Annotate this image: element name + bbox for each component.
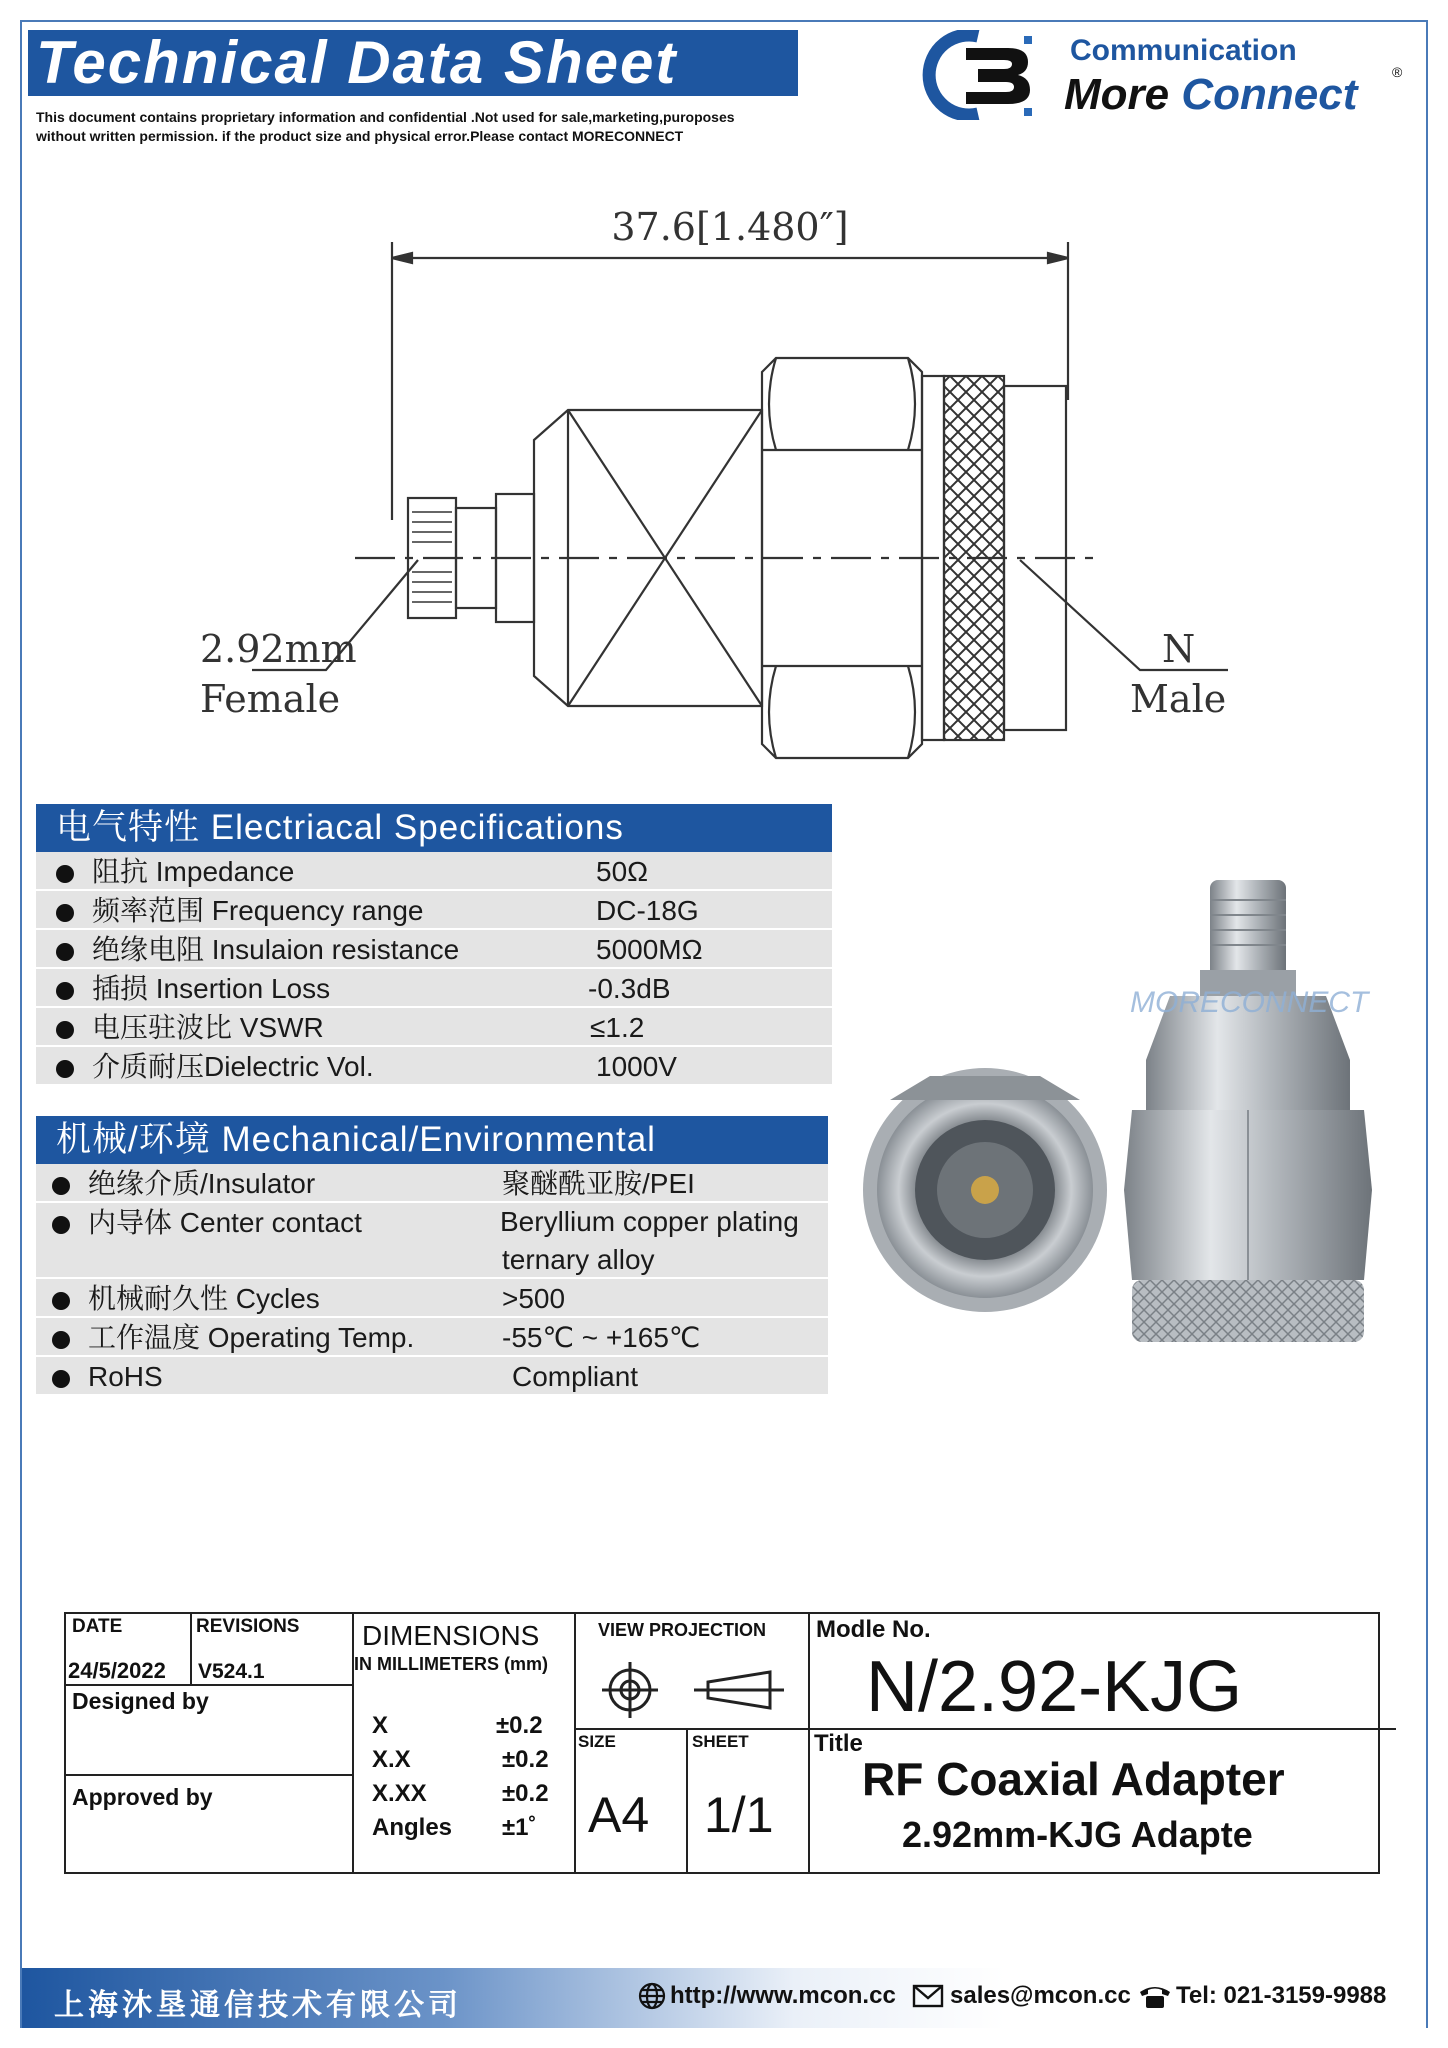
bullet-icon	[56, 865, 74, 883]
third-angle-projection-icon	[600, 1660, 790, 1720]
disclaimer-line-2: without written permission. if the product size and physical error.Please contact MORECONNECT	[36, 128, 684, 144]
spec-label: 介质耐压Dielectric Vol.	[92, 1051, 374, 1082]
revisions-label: REVISIONS	[196, 1616, 300, 1637]
title-label: Title	[814, 1730, 863, 1757]
size-label: SIZE	[578, 1732, 616, 1751]
right-port-type: N	[1162, 627, 1196, 671]
spec-value: 50Ω	[596, 856, 649, 887]
spec-label: 阻抗 Impedance	[92, 856, 295, 887]
spec-label: 工作温度 Operating Temp.	[88, 1322, 415, 1353]
model-number: N/2.92-KJG	[866, 1647, 1243, 1727]
spec-label: 频率范围 Frequency range	[92, 895, 424, 926]
dim-arrow-left	[392, 253, 412, 263]
bullet-icon	[52, 1331, 70, 1349]
tolerance-key: X.XX	[372, 1780, 427, 1807]
overall-length-label: 37.6[1.480″]	[611, 205, 849, 249]
logo-wordmark	[1064, 70, 1357, 120]
product-title: RF Coaxial Adapter	[862, 1753, 1285, 1805]
table-row	[36, 1164, 828, 1203]
email-icon	[912, 1982, 944, 2010]
spec-value: DC-18G	[596, 895, 699, 926]
left-port-size: 2.92mm	[200, 627, 357, 671]
email-link[interactable]: sales@mcon.cc	[950, 1982, 1131, 2009]
approved-by-label: Approved by	[72, 1784, 213, 1810]
product-subtitle: 2.92mm-KJG Adapte	[902, 1814, 1253, 1855]
spec-label: 机械耐久性 Cycles	[88, 1283, 320, 1314]
telephone-icon	[1138, 1982, 1172, 2010]
center-pin	[971, 1176, 999, 1204]
title-block	[64, 1612, 1380, 1874]
bullet-icon	[52, 1216, 70, 1234]
logo-tagline: Communication	[1070, 34, 1297, 67]
bullet-icon	[56, 1060, 74, 1078]
tolerance-key: Angles	[372, 1814, 453, 1841]
disclaimer	[36, 108, 816, 146]
sheet-label: SHEET	[692, 1732, 749, 1751]
logo-connect-text: Connect	[1181, 70, 1358, 119]
right-port-gender: Male	[1130, 677, 1227, 721]
model-label: Modle No.	[816, 1616, 931, 1643]
table-row	[36, 1008, 832, 1047]
spec-value: ≤1.2	[590, 1012, 645, 1043]
tolerance-value: ±0.2	[502, 1780, 549, 1807]
disclaimer-line-1: This document contains proprietary information and confidential .Not used for sale,marketing,puroposes	[36, 109, 735, 125]
spec-label: 绝缘电阻 Insulaion resistance	[92, 934, 460, 965]
spec-label: 插损 Insertion Loss	[92, 973, 331, 1004]
table-row	[36, 1279, 828, 1318]
footer-bar	[22, 1968, 1426, 2028]
tolerance-value: ±0.2	[502, 1746, 549, 1773]
leader-right	[1020, 560, 1228, 670]
spec-value: -55℃ ~ +165℃	[502, 1322, 701, 1353]
mechanical-specs-table	[36, 1116, 828, 1396]
spec-value: 5000MΩ	[596, 934, 703, 965]
table-row	[36, 969, 832, 1008]
table-row	[36, 1047, 832, 1086]
knurled-nut	[1132, 1280, 1364, 1342]
spec-value-line-2: ternary alloy	[502, 1244, 655, 1275]
bullet-icon	[56, 943, 74, 961]
sheet-value: 1/1	[704, 1787, 774, 1843]
spec-label: RoHS	[88, 1361, 163, 1392]
table-row	[36, 852, 832, 891]
document-title: Technical Data Sheet	[36, 29, 678, 96]
title-banner	[28, 30, 798, 96]
spec-value: Beryllium copper plating	[500, 1206, 799, 1237]
bullet-icon	[56, 982, 74, 1000]
designed-by-label: Designed by	[72, 1688, 209, 1714]
telephone-number: Tel: 021-3159-9988	[1176, 1982, 1387, 2009]
spec-value: 聚醚酰亚胺/PEI	[502, 1168, 695, 1199]
electrical-specs-table	[36, 804, 832, 1086]
bullet-icon	[52, 1370, 70, 1388]
bullet-icon	[56, 904, 74, 922]
spec-label: 绝缘介质/Insulator	[88, 1168, 316, 1199]
table-row	[36, 1318, 828, 1357]
spec-value: -0.3dB	[588, 973, 671, 1004]
knurled-coupling-nut	[944, 376, 1004, 740]
photo-watermark: MORECONNECT	[1130, 986, 1369, 1019]
electrical-specs-heading: 电气特性 Electriacal Specifications	[36, 804, 832, 852]
table-row	[36, 1357, 828, 1396]
spec-value: >500	[502, 1283, 566, 1314]
logo-more-text: More	[1064, 70, 1182, 119]
tolerance-key: X	[372, 1712, 389, 1739]
bullet-icon	[52, 1177, 70, 1195]
bullet-icon	[52, 1292, 70, 1310]
date-label: DATE	[72, 1616, 123, 1637]
table-row	[36, 891, 832, 930]
dimensions-unit: IN MILLIMETERS (mm)	[354, 1654, 548, 1674]
company-name-cn: 上海沐垦通信技术有限公司	[54, 1988, 462, 2023]
tolerance-key: X.X	[372, 1746, 411, 1773]
tolerance-value: ±0.2	[496, 1712, 543, 1739]
date-value: 24/5/2022	[68, 1658, 166, 1683]
bullet-icon	[56, 1021, 74, 1039]
dimensions-label: DIMENSIONS	[362, 1620, 540, 1651]
size-value: A4	[588, 1787, 650, 1843]
table-row	[36, 1203, 828, 1279]
technical-drawing	[150, 200, 1250, 770]
table-row	[36, 930, 832, 969]
view-projection-label: VIEW PROJECTION	[598, 1620, 767, 1640]
registered-mark: ®	[1392, 64, 1403, 80]
tolerance-value: ±1˚	[502, 1814, 537, 1841]
spec-value: 1000V	[596, 1051, 677, 1082]
company-logo-icon	[920, 30, 1038, 120]
mechanical-specs-heading: 机械/环境 Mechanical/Environmental	[36, 1116, 828, 1164]
dim-arrow-right	[1048, 253, 1068, 263]
left-port-gender: Female	[200, 677, 341, 721]
spec-label: 内导体 Center contact	[88, 1207, 362, 1238]
website-link[interactable]: http://www.mcon.cc	[670, 1982, 896, 2009]
globe-icon	[638, 1982, 666, 2010]
revisions-value: V524.1	[198, 1660, 265, 1683]
spec-value: Compliant	[512, 1361, 639, 1392]
product-photo	[850, 860, 1380, 1360]
spec-label: 电压驻波比 VSWR	[92, 1012, 324, 1043]
